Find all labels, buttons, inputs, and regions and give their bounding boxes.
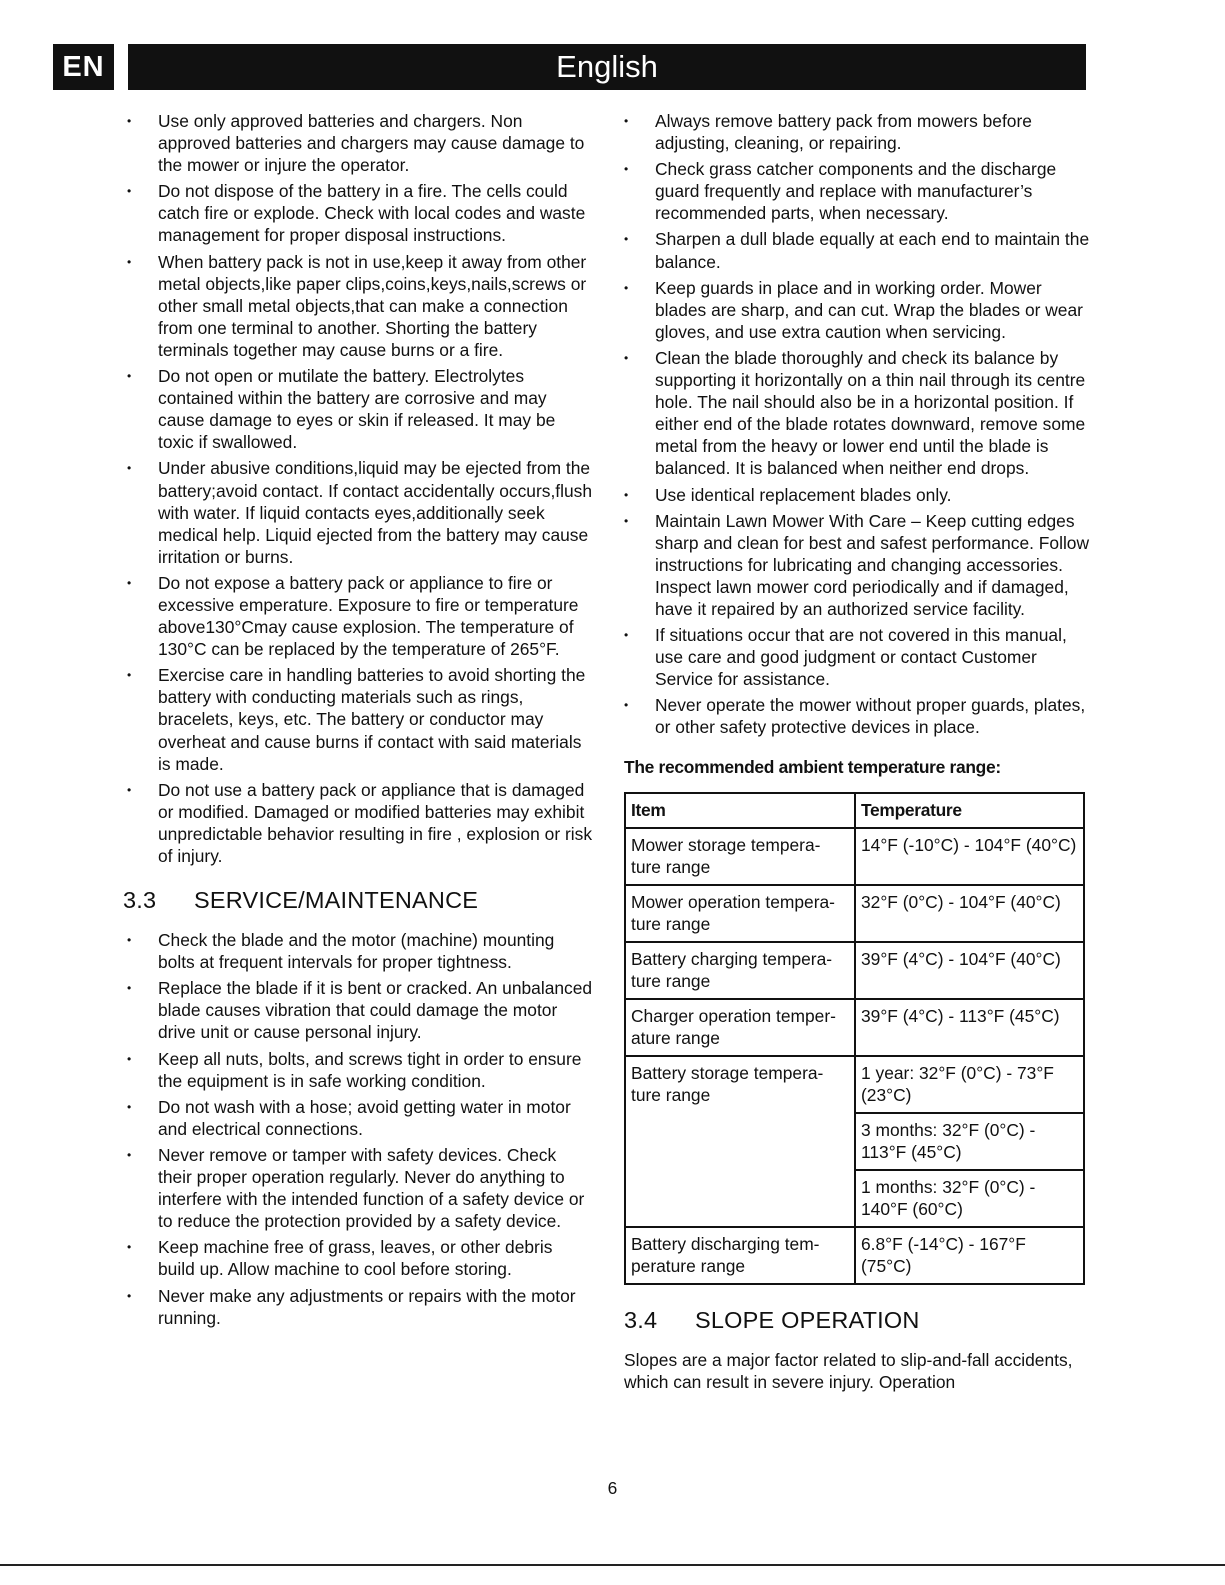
table-cell-temperature: 14°F (-10°C) - 104°F (40°C)	[855, 828, 1084, 885]
list-item: • Never make any adjustments or repairs with the motor running.	[123, 1285, 593, 1329]
list-item: • Replace the blade if it is bent or cracked. An unbalanced blade causes vibration that could damage the motor drive unit or cause personal injury.	[123, 977, 593, 1043]
table-row	[625, 1056, 1084, 1113]
list-item: • Keep machine free of grass, leaves, or other debris build up. Allow machine to cool before storing.	[123, 1236, 593, 1280]
column-header-item: Item	[625, 793, 855, 828]
list-item: • Use identical replacement blades only.	[620, 484, 1090, 506]
list-item: • Keep guards in place and in working order. Mower blades are sharp, and can cut. Wrap the blades or wear gloves, and use extra caution when servicing.	[620, 277, 1090, 343]
table-cell-item: Battery charging tempera-ture range	[625, 942, 855, 999]
language-code-badge: EN	[53, 44, 114, 90]
table-cell-temperature: 1 year: 32°F (0°C) - 73°F (23°C)	[855, 1056, 1084, 1113]
table-cell-item: Mower operation tempera-ture range	[625, 885, 855, 942]
table-row	[625, 828, 1084, 885]
service-maintenance-list	[123, 929, 593, 1329]
section-title: SLOPE OPERATION	[695, 1306, 920, 1333]
table-cell-temperature: 32°F (0°C) - 104°F (40°C)	[855, 885, 1084, 942]
table-cell-temperature: 3 months: 32°F (0°C) - 113°F (45°C)	[855, 1113, 1084, 1170]
right-column	[620, 110, 1090, 1393]
table-row	[625, 1227, 1084, 1284]
list-item: • Keep all nuts, bolts, and screws tight in order to ensure the equipment is in safe working condition.	[123, 1048, 593, 1092]
section-number: 3.4	[624, 1306, 658, 1333]
list-item: • Under abusive conditions,liquid may be ejected from the battery;avoid contact. If contact accidentally occurs,flush with water. If liquid contacts eyes,additionally seek medical help. Liquid ejected from the battery may cause irritation or burns.	[123, 457, 593, 567]
list-item: • If situations occur that are not covered in this manual, use care and good judgment or contact Customer Service for assistance.	[620, 624, 1090, 690]
slope-paragraph: Slopes are a major factor related to slip-and-fall accidents, which can result in severe injury. Operation	[624, 1349, 1073, 1392]
table-cell-temperature: 39°F (4°C) - 113°F (45°C)	[855, 999, 1084, 1056]
list-item: • Check the blade and the motor (machine) mounting bolts at frequent intervals for proper tightness.	[123, 929, 593, 973]
list-item: • Exercise care in handling batteries to avoid shorting the battery with conducting materials such as rings, bracelets, keys, etc. The battery or conductor may overheat and cause burns if contact with said materials is made.	[123, 664, 593, 774]
list-item: • When battery pack is not in use,keep it away from other metal objects,like paper clips,coins,keys,nails,screws or other small metal objects,that can make a connection from one terminal to another. Shorting the battery terminals together may cause burns or a fire.	[123, 251, 593, 361]
list-item: • Sharpen a dull blade equally at each end to maintain the balance.	[620, 228, 1090, 272]
list-item: • Do not wash with a hose; avoid getting water in motor and electrical connections.	[123, 1096, 593, 1140]
list-item: • Clean the blade thoroughly and check its balance by supporting it horizontally on a thin nail through its centre hole. The nail should also be in a horizontal position. If either end of the blade rotates downward, remove some metal from the heavy or lower end until the blade is balanced. It is balanced when neither end drops.	[620, 347, 1090, 480]
table-cell-temperature: 1 months: 32°F (0°C) - 140°F (60°C)	[855, 1170, 1084, 1227]
section-title: SERVICE/MAINTENANCE	[194, 887, 479, 914]
column-header-temperature: Temperature	[855, 793, 1084, 828]
list-item: • Do not dispose of the battery in a fire. The cells could catch fire or explode. Check with local codes and waste management for proper disposal instructions.	[123, 180, 593, 246]
table-row	[625, 942, 1084, 999]
list-item: • Do not expose a battery pack or appliance to fire or excessive emperature. Exposure to fire or temperature above130°Cmay cause explosion. The temperature of 130°C can be replaced by the temperature of 265°F.	[123, 572, 593, 660]
page-number: 6	[607, 1478, 618, 1498]
table-cell-item: Battery storage tempera-ture range	[625, 1056, 855, 1227]
section-heading-service	[123, 887, 593, 914]
table-cell-item: Battery discharging tem-perature range	[625, 1227, 855, 1284]
list-item: • Do not open or mutilate the battery. Electrolytes contained within the battery are corrosive and may cause damage to eyes or skin if released. It may be toxic if swallowed.	[123, 365, 593, 453]
table-row	[625, 999, 1084, 1056]
temperature-table	[624, 792, 1085, 1285]
language-title-bar: English	[128, 44, 1086, 90]
list-item: • Check grass catcher components and the discharge guard frequently and replace with manufacturer’s recommended parts, when necessary.	[620, 158, 1090, 224]
list-item: • Never remove or tamper with safety devices. Check their proper operation regularly. Never do anything to interfere with the intended function of a safety device or to reduce the protection provided by a safety device.	[123, 1144, 593, 1232]
table-cell-temperature: 6.8°F (-14°C) - 167°F (75°C)	[855, 1227, 1084, 1284]
table-header-row	[625, 793, 1084, 828]
table-title: The recommended ambient temperature range:	[624, 756, 1001, 777]
battery-safety-list	[123, 110, 593, 867]
bottom-rule	[0, 1564, 1225, 1566]
table-cell-item: Charger operation temper-ature range	[625, 999, 855, 1056]
list-item: • Always remove battery pack from mowers before adjusting, cleaning, or repairing.	[620, 110, 1090, 154]
section-heading-slope	[624, 1307, 1090, 1334]
left-column	[123, 110, 593, 1333]
list-item: • Never operate the mower without proper guards, plates, or other safety protective devices in place.	[620, 694, 1090, 738]
table-cell-item: Mower storage tempera-ture range	[625, 828, 855, 885]
list-item: • Maintain Lawn Mower With Care – Keep cutting edges sharp and clean for best and safest performance. Follow instructions for lubricating and changing accessories. Inspect lawn mower cord periodically and if damaged, have it repaired by an authorized service facility.	[620, 510, 1090, 620]
section-number: 3.3	[123, 887, 157, 914]
maintenance-list-continued	[620, 110, 1090, 739]
list-item: • Do not use a battery pack or appliance that is damaged or modified. Damaged or modified batteries may exhibit unpredictable behavior resulting in fire , explosion or risk of injury.	[123, 779, 593, 867]
list-item: • Use only approved batteries and chargers. Non approved batteries and chargers may cause damage to the mower or injure the operator.	[123, 110, 593, 176]
table-cell-temperature: 39°F (4°C) - 104°F (40°C)	[855, 942, 1084, 999]
table-row	[625, 885, 1084, 942]
